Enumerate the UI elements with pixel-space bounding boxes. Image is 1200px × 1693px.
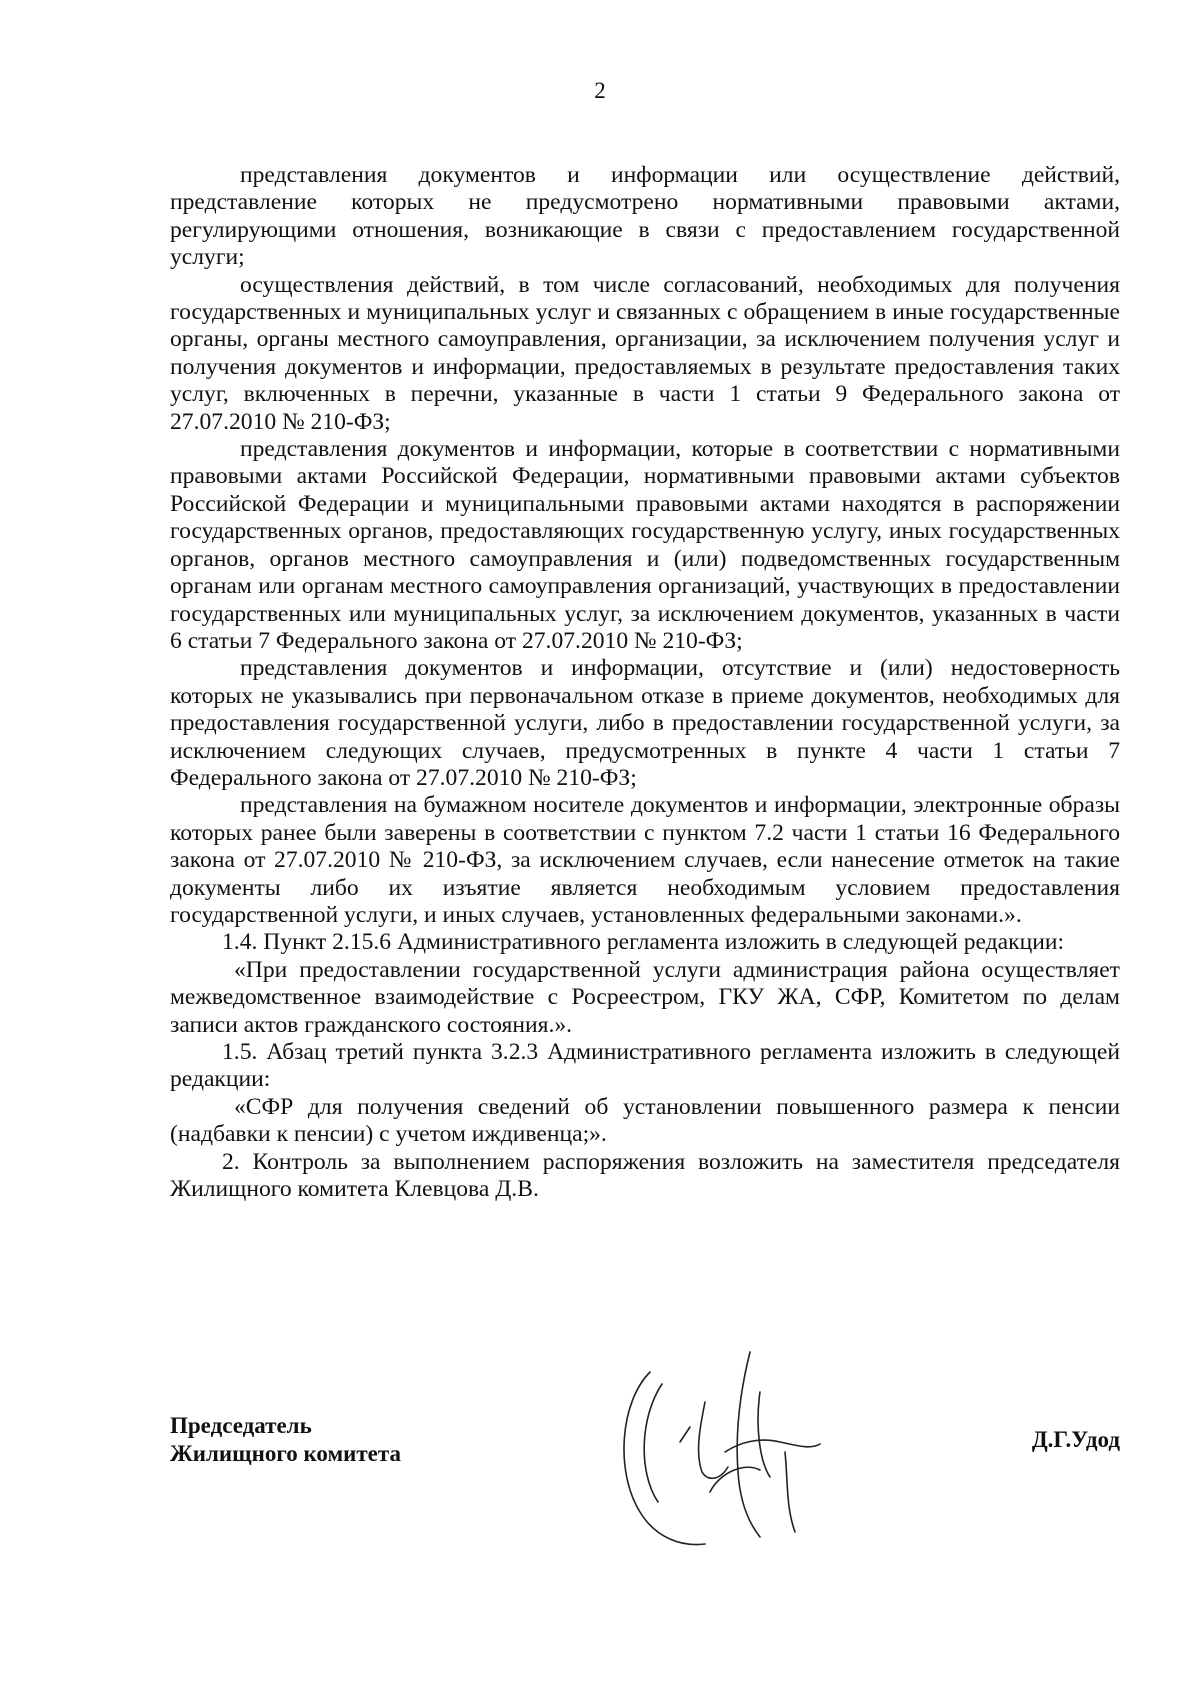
signatory-title-line: Председатель	[170, 1413, 312, 1438]
paragraph: представления на бумажном носителе документов и информации, электронные образы которых ранее были заверены в соответствии с пунктом 7.2 части 1 статьи 16 Федерального закона от 27.07.2010 № 210-ФЗ, за исключением случаев, если нанесение отметок на такие документы либо их изъятие является необходимым условием предоставления государственной услуги, и иных случаев, установленных федеральными законами.».	[170, 792, 1120, 928]
paragraph: представления документов и информации, отсутствие и (или) недостоверность которых не указывались при первоначальном отказе в приеме документов, необходимых для предоставления государственной услуги, либо в предоставлении государственной услуги, за исключением следующих случаев, предусмотренных в пункте 4 части 1 статьи 7 Федерального закона от 27.07.2010 № 210-ФЗ;	[170, 655, 1120, 791]
numbered-paragraph: 1.5. Абзац третий пункта 3.2.3 Административного регламента изложить в следующей редакции:	[170, 1039, 1120, 1093]
handwritten-signature	[610, 1332, 840, 1572]
signatory-name: Д.Г.Удод	[1031, 1427, 1120, 1452]
paragraph: представления документов и информации, которые в соответствии с нормативными правовыми актами Российской Федерации, нормативными правовыми актами субъектов Российской Федерации и муниципальными правовыми актами находятся в распоряжении государственных органов, предоставляющих государственную услугу, иных государственных органов, органов местного самоуправления и (или) подведомственных государственным органам или органам местного самоуправления организаций, участвующих в предоставлении государственных или муниципальных услуг, за исключением документов, указанных в части 6 статьи 7 Федерального закона от 27.07.2010 № 210-ФЗ;	[170, 436, 1120, 654]
signatory-title-line: Жилищного комитета	[170, 1441, 401, 1466]
signature-block	[170, 1412, 1120, 1552]
numbered-paragraph: 1.4. Пункт 2.15.6 Административного регламента изложить в следующей редакции:	[222, 929, 1065, 956]
paragraph: представления документов и информации или осуществление действий, представление которых не предусмотрено нормативными правовыми актами, регулирующими отношения, возникающие в связи с предоставлением государственной услуги;	[170, 162, 1120, 271]
numbered-paragraph: 2. Контроль за выполнением распоряжения возложить на заместителя председателя Жилищного комитета Клевцова Д.В.	[170, 1148, 1120, 1203]
page-number: 2	[594, 78, 606, 103]
signatory-title	[170, 1412, 401, 1468]
document-body	[170, 162, 1120, 1203]
quoted-paragraph: «СФР для получения сведений об установлении повышенного размера к пенсии (надбавки к пенсии) с учетом иждивенца;».	[170, 1093, 1120, 1148]
quoted-paragraph: «При предоставлении государственной услуги администрация района осуществляет межведомственное взаимодействие с Росреестром, ГКУ ЖА, СФР, Комитетом по делам записи актов гражданского состояния.».	[170, 956, 1120, 1038]
paragraph: осуществления действий, в том числе согласований, необходимых для получения государственных и муниципальных услуг и связанных с обращением в иные государственные органы, органы местного самоуправления, организации, за исключением получения услуг и получения документов и информации, предоставляемых в результате предоставления таких услуг, включенных в перечни, указанные в части 1 статьи 9 Федерального закона от 27.07.2010 № 210-ФЗ;	[170, 271, 1120, 435]
